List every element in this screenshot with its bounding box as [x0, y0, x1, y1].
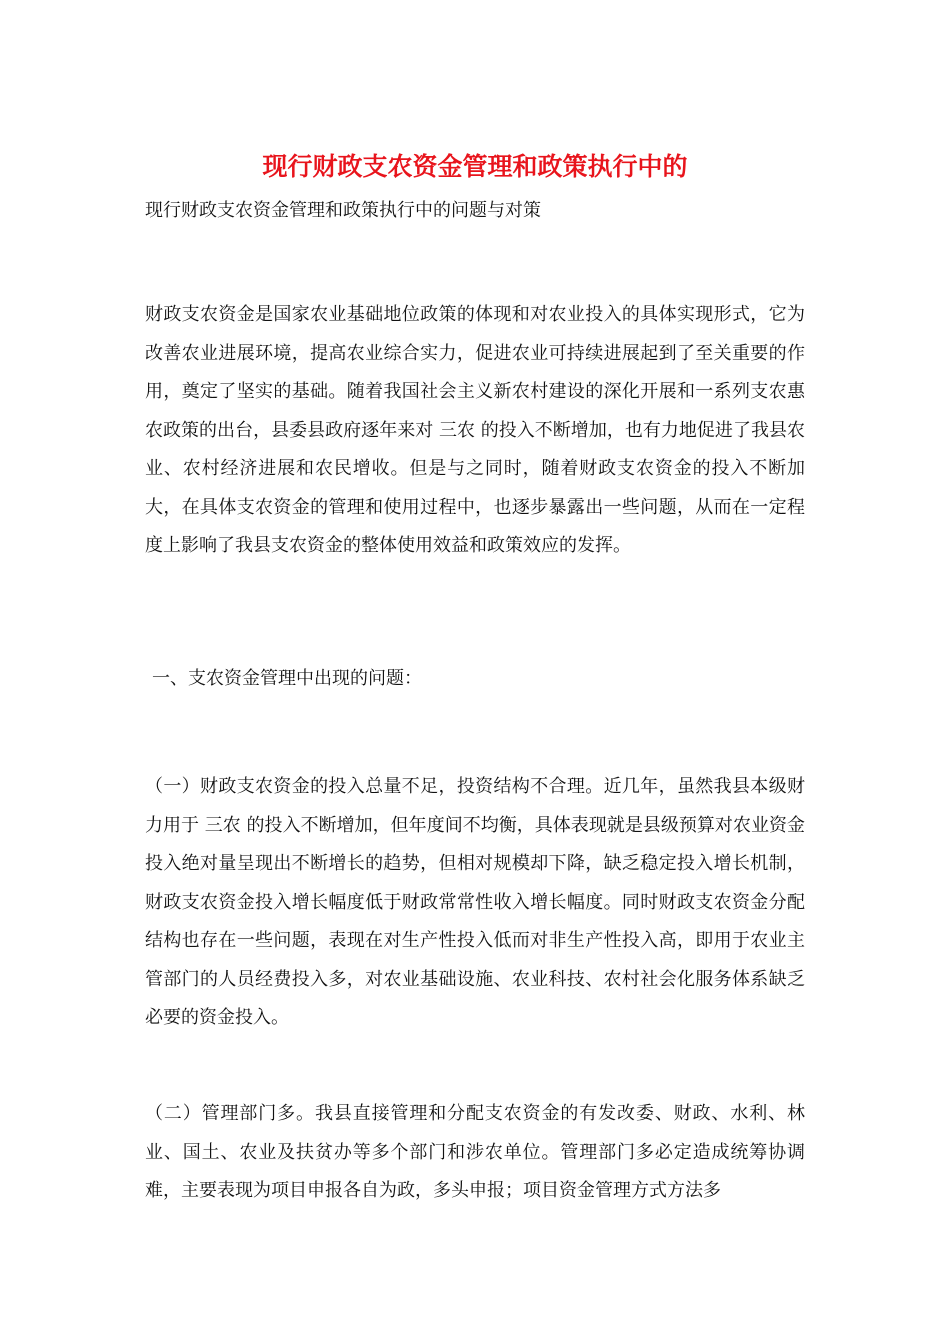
document-title: 现行财政支农资金管理和政策执行中的 — [262, 152, 688, 181]
section-heading: 一、支农资金管理中出现的问题： — [152, 668, 422, 689]
issue-paragraph-1: （一）财政支农资金的投入总量不足，投资结构不合理。近几年，虽然我县本级财力用于 三农 的投入不断增加，但年度间不均衡，具体表现就是县级预算对农业资金投入绝对量呈现出不断增长的趋势，但相对规模却下降，缺乏稳定投入增长机制，财政支农资金投入增长幅度低于财政常常性收入增长幅度。同时财政支农资金分配结构也存在一些问题，表现在对生产性投入低而对非生产性投入高，即用于农业主管部门的人员经费投入多，对农业基础设施、农业科技、农村社会化服务体系缺乏必要的资金投入。 — [145, 776, 805, 1028]
issue-paragraph-2: （二）管理部门多。我县直接管理和分配支农资金的有发改委、财政、水利、林业、国土、农业及扶贫办等多个部门和涉农单位。管理部门多必定造成统筹协调难，主要表现为项目申报各自为政，多头申报；项目资金管理方式方法多 — [145, 1103, 805, 1201]
intro-paragraph: 财政支农资金是国家农业基础地位政策的体现和对农业投入的具体实现形式，它为改善农业进展环境，提高农业综合实力，促进农业可持续进展起到了至关重要的作用，奠定了坚实的基础。随着我国社会主义新农村建设的深化开展和一系列支农惠农政策的出台，县委县政府逐年来对 三农 的投入不断增加，也有力地促进了我县农业、农村经济进展和农民增收。但是与之同时，随着财政支农资金的投入不断加大，在具体支农资金的管理和使用过程中，也逐步暴露出一些问题，从而在一定程度上影响了我县支农资金的整体使用效益和政策效应的发挥。 — [145, 304, 805, 556]
document-subtitle: 现行财政支农资金管理和政策执行中的问题与对策 — [145, 200, 541, 221]
